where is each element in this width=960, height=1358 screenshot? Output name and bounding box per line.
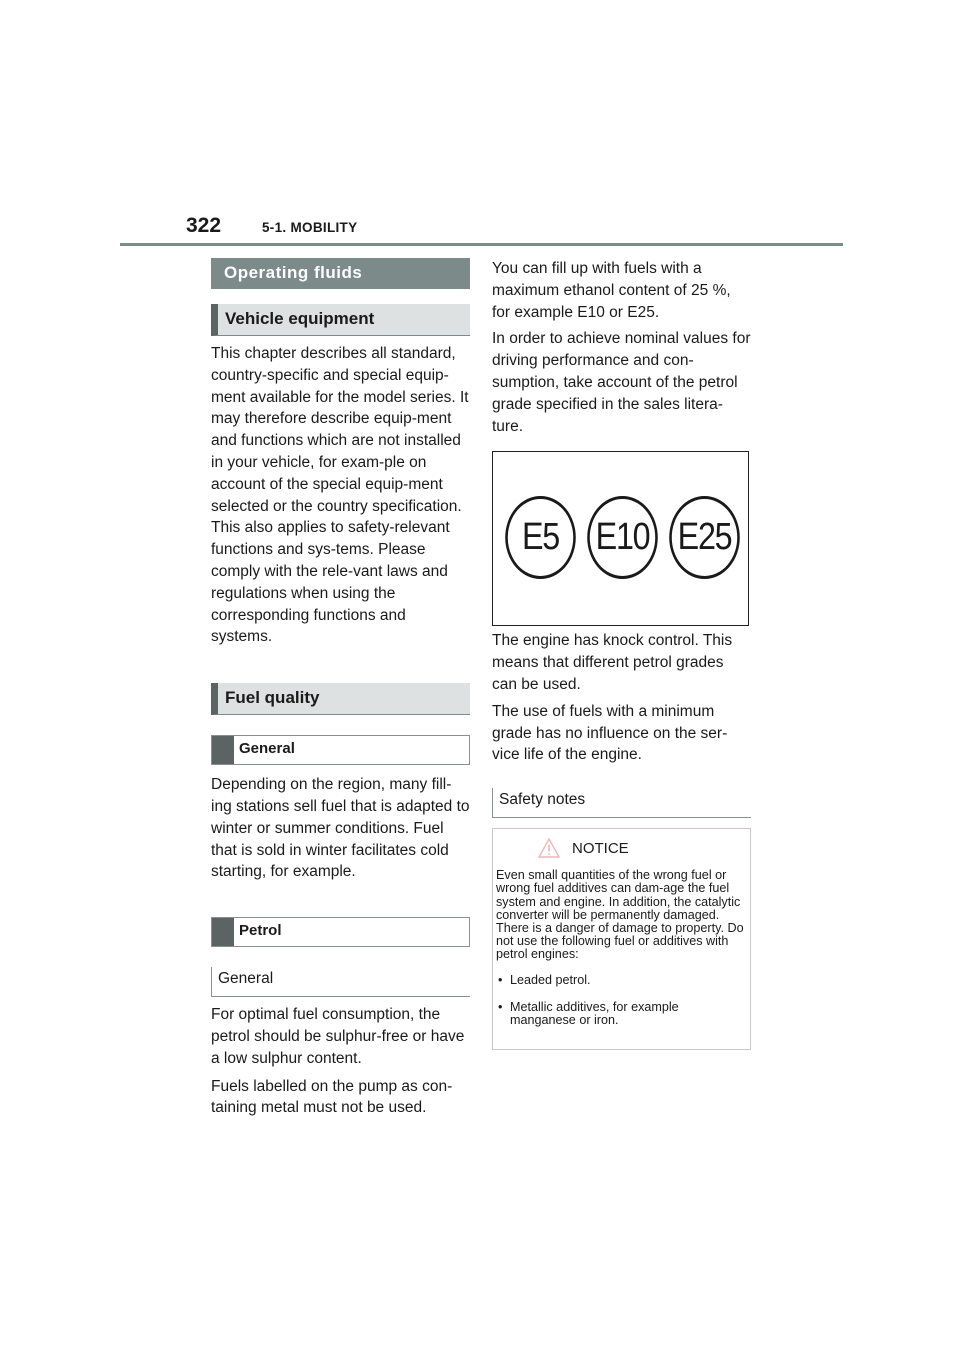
header-rule	[120, 243, 843, 246]
fuel-label-e25: E25	[669, 496, 740, 579]
heading-general	[211, 735, 470, 765]
fuel-labels-figure	[492, 451, 749, 626]
subsection-heading-vehicle-equipment: Vehicle equipment	[211, 304, 470, 336]
fuel-label-e5: E5	[505, 496, 576, 579]
subsection-heading-fuel-quality: Fuel quality	[211, 683, 470, 715]
heading-petrol	[211, 917, 470, 947]
knock-control-paragraph: The engine has knock control. This means that different petrol grades can be used.	[492, 632, 733, 693]
fuel-label-e10: E10	[587, 496, 658, 579]
petrol-paragraph-1: For optimal fuel consumption, the petrol should be sulphur-free or have a low sulphur content.	[211, 1006, 465, 1067]
heading-safety-notes: Safety notes	[492, 788, 751, 818]
notice-item: • Metallic additives, for example manganese or iron.	[496, 1001, 747, 1027]
notice-box	[492, 828, 751, 1050]
heading-bar	[212, 918, 234, 946]
notice-list	[496, 974, 747, 1028]
nominal-values-paragraph: In order to achieve nominal values for driving performance and con-sumption, take account of the petrol grade specified in the sales litera-ture.	[492, 330, 751, 435]
notice-header	[496, 835, 747, 861]
left-column	[211, 258, 470, 1119]
heading-bar	[212, 736, 234, 764]
warning-triangle-icon	[538, 838, 560, 858]
heading-petrol-label: Petrol	[239, 922, 282, 940]
notice-text: Even small quantities of the wrong fuel or wrong fuel additives can dam-age the fuel system and engine. In addition, the catalytic converter will be permanently damaged. There is a danger of damage to property. Do not use the following fuel or additives with petrol engines:	[496, 868, 744, 962]
petrol-paragraph-2: Fuels labelled on the pump as con-taining metal must not be used.	[211, 1077, 453, 1117]
ethanol-paragraph: You can fill up with fuels with a maximum ethanol content of 25 %, for example E10 or E25.	[492, 260, 731, 321]
minimum-grade-paragraph: The use of fuels with a minimum grade has no influence on the ser-vice life of the engine.	[492, 702, 728, 764]
page-number: 322	[186, 214, 222, 237]
heading-general-label: General	[239, 740, 295, 758]
heading-petrol-general: General	[211, 967, 470, 997]
general-paragraph: Depending on the region, many fill-ing stations sell fuel that is adapted to winter or summer conditions. Fuel that is sold in winter facilitates cold starting, for example.	[211, 776, 470, 881]
right-column	[492, 258, 751, 1050]
section-heading-operating-fluids: Operating fluids	[211, 258, 470, 289]
chapter-title: 5-1. MOBILITY	[262, 220, 358, 235]
notice-item: • Leaded petrol.	[496, 974, 747, 987]
page-header	[186, 212, 846, 246]
vehicle-equipment-paragraph: This chapter describes all standard, country-specific and special equip-ment available for the model series. It may therefore describe equip-ment and functions which are not installed in your vehicle, for exam-ple on account of the special equip-ment selected or the country specification. This also applies to safety-relevant functions and sys-tems. Please comply with the rele-vant laws and regulations when using the corresponding functions and systems.	[211, 345, 469, 646]
notice-title: NOTICE	[572, 839, 629, 857]
